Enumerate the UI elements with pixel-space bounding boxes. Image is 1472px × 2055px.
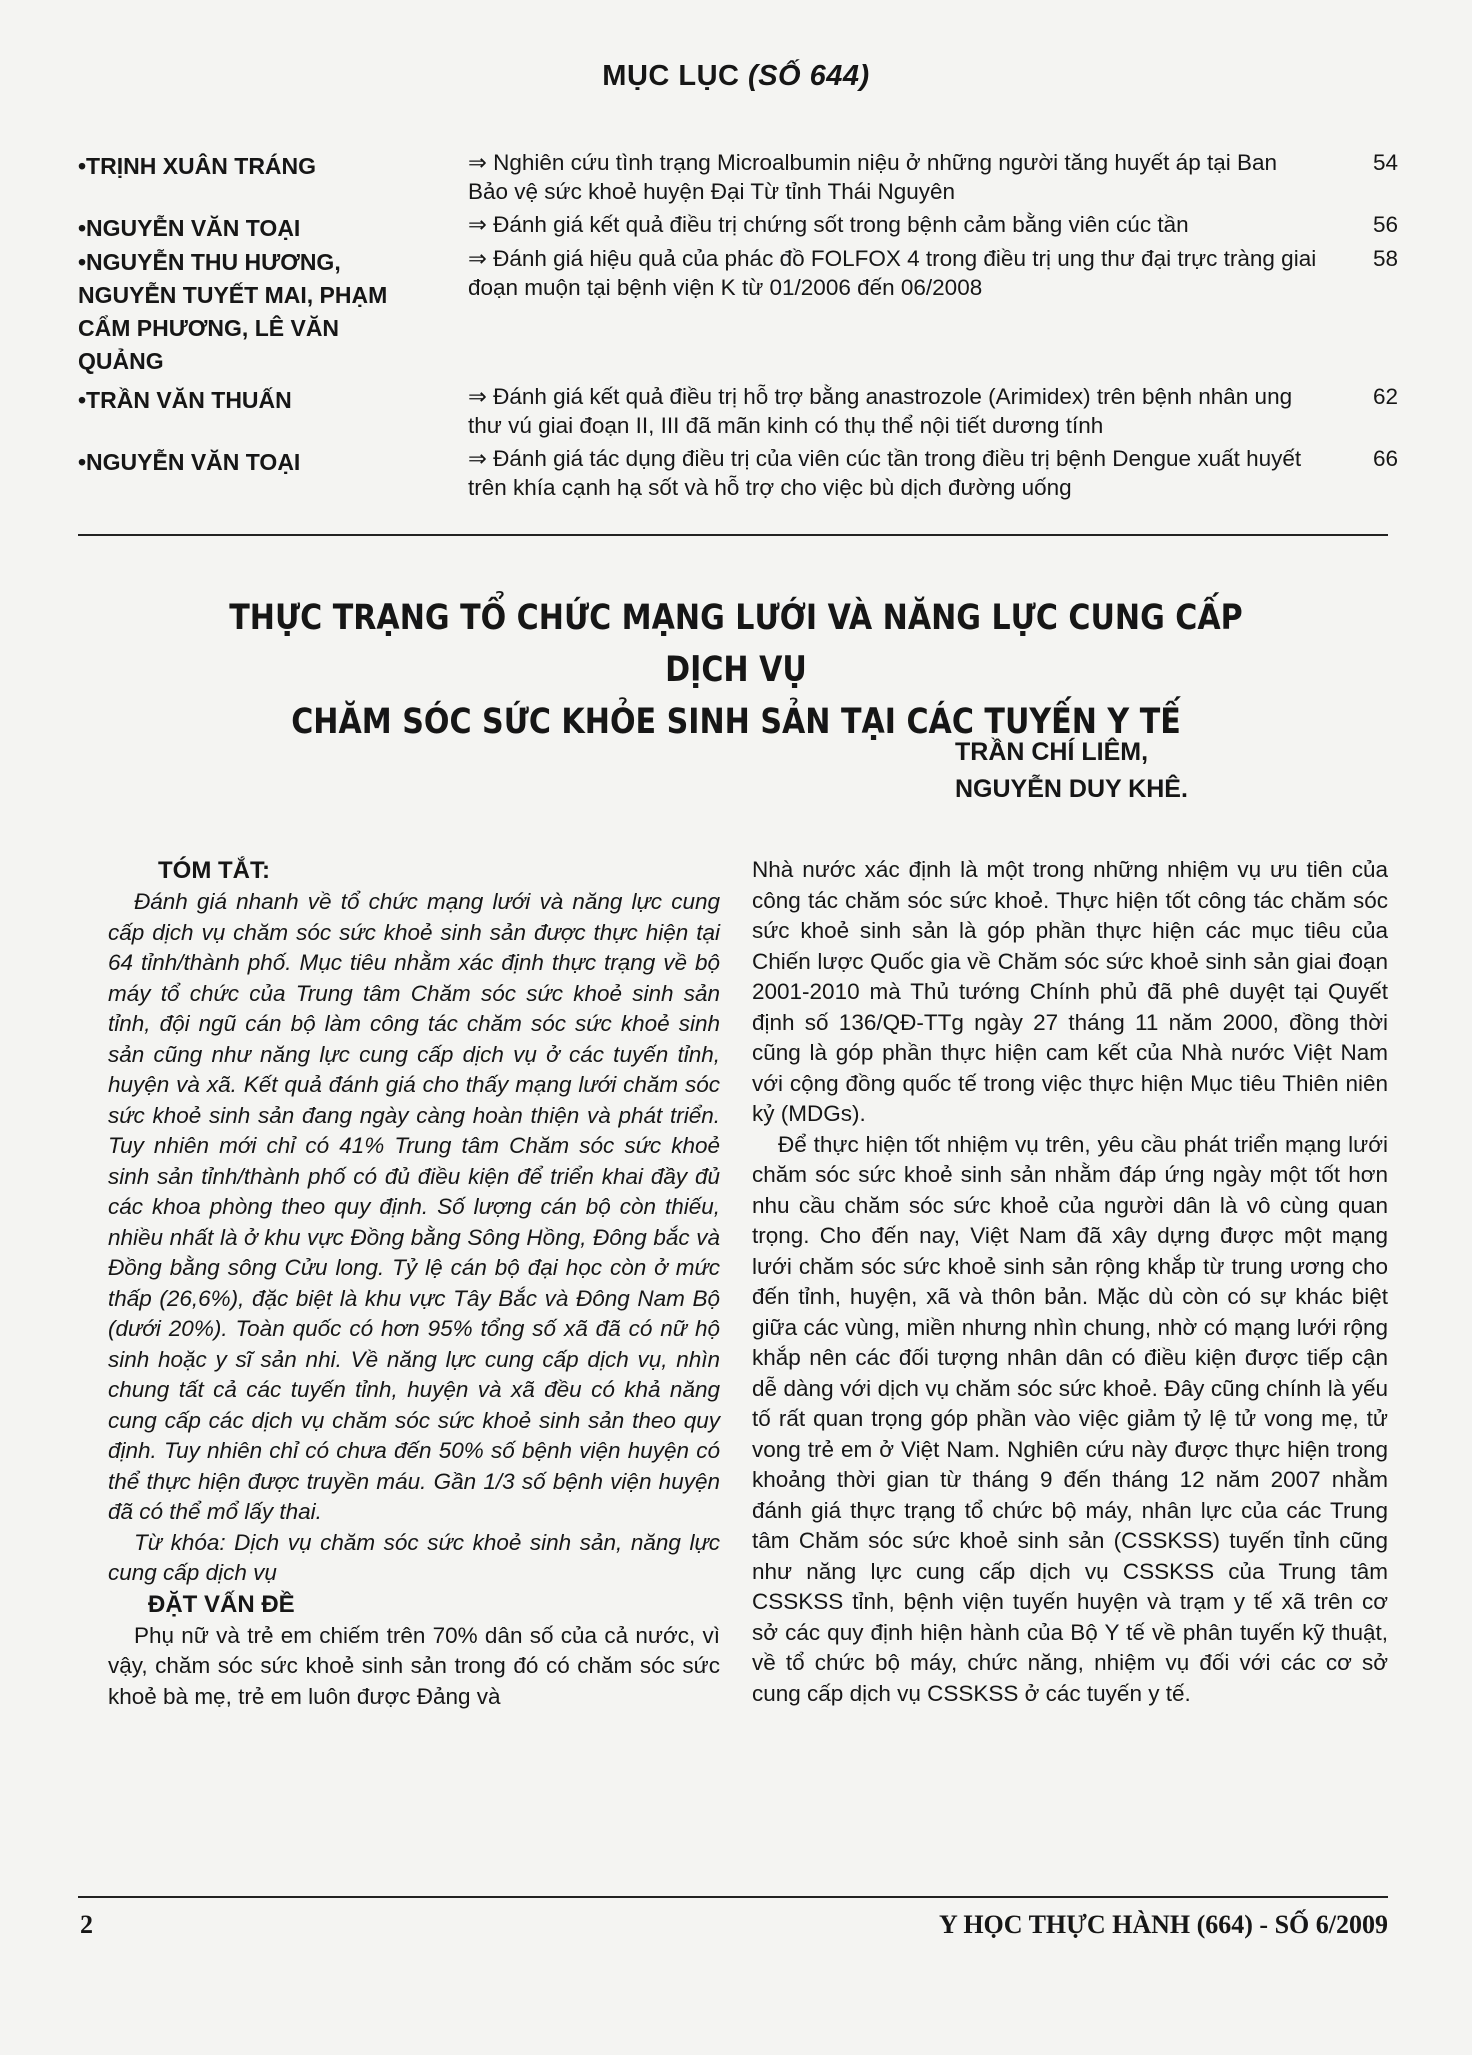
author-name: NGUYỄN DUY KHÊ.	[955, 775, 1188, 803]
body-paragraph: Nhà nước xác định là một trong những nhiệm vụ ưu tiên của công tác chăm sóc sức khoẻ. Thực hiện tốt công tác chăm sóc sức khoẻ sinh sản là góp phần thực hiện các mục tiêu của Chiến lược Quốc gia về Chăm sóc sức khoẻ sinh sản giai đoạn 2001-2010 mà Thủ tướng Chính phủ đã phê duyệt tại Quyết định số 136/QĐ-TTg ngày 27 tháng 11 năm 2000, đồng thời cũng là góp phần thực hiện cam kết của Nhà nước Việt Nam với cộng đồng quốc tế trong việc thực hiện Mục tiêu Thiên niên kỷ (MDGs).	[752, 857, 1388, 1126]
toc-issue: (SỐ 644)	[748, 60, 870, 92]
toc-title	[0, 60, 1472, 93]
journal-footer: Y HỌC THỰC HÀNH (664) - SỐ 6/2009	[939, 1910, 1388, 1939]
toc-entry-title: ⇒ Đánh giá hiệu quả của phác đồ FOLFOX 4 trong điều trị ung thư đại trực tràng giai đoạn muộn tại bệnh viện K từ 01/2006 đến 06/2008	[468, 246, 1317, 300]
toc-entry-page: 58	[1372, 246, 1398, 271]
toc-entry-authors: •TRẦN VĂN THUẤN	[78, 387, 292, 413]
author-name: TRẦN CHÍ LIÊM,	[955, 738, 1149, 766]
toc-entry-page: 54	[1372, 150, 1398, 175]
intro-heading: ĐẶT VẤN ĐỀ	[148, 1590, 295, 1618]
toc-entry-authors: •NGUYỄN THU HƯƠNG, NGUYỄN TUYẾT MAI, PHẠM CẨM PHƯƠNG, LÊ VĂN QUẢNG	[78, 249, 388, 374]
right-column	[752, 855, 1388, 1709]
toc-entry-title: ⇒ Đánh giá kết quả điều trị chứng sốt trong bệnh cảm bằng viên cúc tần	[468, 212, 1189, 237]
toc-entry-page: 62	[1372, 384, 1398, 409]
article-title-line: CHĂM SÓC SỨC KHỎE SINH SẢN TẠI CÁC TUYẾN Y TẾ	[291, 702, 1181, 742]
toc-entry-title: ⇒ Đánh giá tác dụng điều trị của viên cúc tần trong điều trị bệnh Dengue xuất huyết trên khía cạnh hạ sốt và hỗ trợ cho việc bù dịch đường uống	[468, 446, 1302, 500]
toc-entry-authors: •TRỊNH XUÂN TRÁNG	[78, 153, 317, 179]
summary-text: Đánh giá nhanh về tổ chức mạng lưới và năng lực cung cấp dịch vụ chăm sóc sức khoẻ sinh sản được thực hiện tại 64 tỉnh/thành phố. Mục tiêu nhằm xác định thực trạng về bộ máy tổ chức của Trung tâm Chăm sóc sức khoẻ sinh sản tỉnh, đội ngũ cán bộ làm công tác chăm sóc sức khoẻ sinh sản cũng như năng lực cung cấp dịch vụ ở các tuyến tỉnh, huyện và xã. Kết quả đánh giá cho thấy mạng lưới chăm sóc sức khoẻ sinh sản đang ngày càng hoàn thiện và phát triển. Tuy nhiên mới chỉ có 41% Trung tâm Chăm sóc sức khoẻ sinh sản tỉnh/thành phố có đủ điều kiện để triển khai đầy đủ các khoa phòng theo quy định. Số lượng cán bộ còn thiếu, nhiều nhất là ở khu vực Đồng bằng Sông Hồng, Đông bắc và Đồng bằng sông Cửu long. Tỷ lệ cán bộ đại học còn ở mức thấp (26,6%), đặc biệt là khu vực Tây Bắc và Đông Nam Bộ (dưới 20%). Toàn quốc có hơn 95% tổng số xã đã có nữ hộ sinh hoặc y sĩ sản nhi. Về năng lực cung cấp dịch vụ, nhìn chung tất cả các tuyến tỉnh, huyện và xã đều có khả năng cung cấp các dịch vụ chăm sóc sức khoẻ sinh sản theo quy định. Tuy nhiên chỉ có chưa đến 50% số bệnh viện huyện có thể thực hiện được truyền máu. Gần 1/3 số bệnh viện huyện đã có thể mổ lấy thai.	[108, 889, 720, 1524]
toc-entry-title: ⇒ Nghiên cứu tình trạng Microalbumin niệu ở những người tăng huyết áp tại Ban Bảo vệ sức khoẻ huyện Đại Từ tỉnh Thái Nguyên	[468, 150, 1278, 204]
toc-entry-page: 66	[1372, 446, 1398, 471]
summary-heading: TÓM TẮT:	[158, 857, 270, 884]
page-number: 2	[80, 1910, 93, 1939]
toc-entry	[78, 244, 1398, 378]
toc-list	[78, 148, 1398, 506]
toc-entry-authors: •NGUYỄN VĂN TOẠI	[78, 215, 301, 241]
article-title	[189, 592, 1283, 748]
keywords-text: Từ khóa: Dịch vụ chăm sóc sức khoẻ sinh sản, năng lực cung cấp dịch vụ	[108, 1529, 720, 1585]
toc-entry	[78, 382, 1398, 440]
toc-entry	[78, 148, 1398, 206]
toc-entry-page: 56	[1372, 212, 1398, 237]
article-authors	[860, 734, 1360, 808]
section-divider	[78, 534, 1388, 536]
toc-entry	[78, 444, 1398, 502]
toc-entry-title: ⇒ Đánh giá kết quả điều trị hỗ trợ bằng anastrozole (Arimidex) trên bệnh nhân ung thư vú giai đoạn II, III đã mãn kinh có thụ thể nội tiết dương tính	[468, 384, 1293, 438]
intro-paragraph: Phụ nữ và trẻ em chiếm trên 70% dân số của cả nước, vì vậy, chăm sóc sức khoẻ sinh sản trong đó có chăm sóc sức khoẻ bà mẹ, trẻ em luôn được Đảng và	[108, 1622, 720, 1709]
toc-entry	[78, 210, 1398, 240]
footer-divider	[78, 1896, 1388, 1898]
left-column	[108, 855, 720, 1712]
article-title-line: THỰC TRẠNG TỔ CHỨC MẠNG LƯỚI VÀ NĂNG LỰC CUNG CẤP DỊCH VỤ	[229, 598, 1243, 690]
toc-entry-authors: •NGUYỄN VĂN TOẠI	[78, 449, 301, 475]
toc-title-text: MỤC LỤC	[602, 60, 740, 92]
body-paragraph: Để thực hiện tốt nhiệm vụ trên, yêu cầu phát triển mạng lưới chăm sóc sức khoẻ sinh sản nhằm đáp ứng ngày một tốt hơn nhu cầu chăm sóc sức khoẻ của người dân là vô cùng quan trọng. Cho đến nay, Việt Nam đã xây dựng được một mạng lưới chăm sóc sức khoẻ sinh sản rộng khắp từ trung ương cho đến tỉnh, huyện, xã và thôn bản. Mặc dù còn có sự khác biệt giữa các vùng, miền nhưng nhìn chung, nhờ có mạng lưới rộng khắp nên các đối tượng nhân dân có điều kiện được tiếp cận dễ dàng với dịch vụ chăm sóc sức khoẻ. Đây cũng chính là yếu tố rất quan trọng góp phần vào việc giảm tỷ lệ tử vong mẹ, tử vong trẻ em ở Việt Nam. Nghiên cứu này được thực hiện trong khoảng thời gian từ tháng 9 đến tháng 12 năm 2007 nhằm đánh giá thực trạng tổ chức bộ máy, nhân lực của các Trung tâm Chăm sóc sức khoẻ sinh sản (CSSKSS) tuyến tỉnh cũng như năng lực cung cấp dịch vụ CSSKSS của Trung tâm CSSKSS tỉnh, bệnh viện tuyến huyện và trạm y tế xã trên cơ sở các quy định hiện hành của Bộ Y tế về phân tuyến kỹ thuật, về tổ chức bộ máy, chức năng, nhiệm vụ đối với các cơ sở cung cấp dịch vụ CSSKSS ở các tuyến y tế.	[752, 1131, 1388, 1706]
